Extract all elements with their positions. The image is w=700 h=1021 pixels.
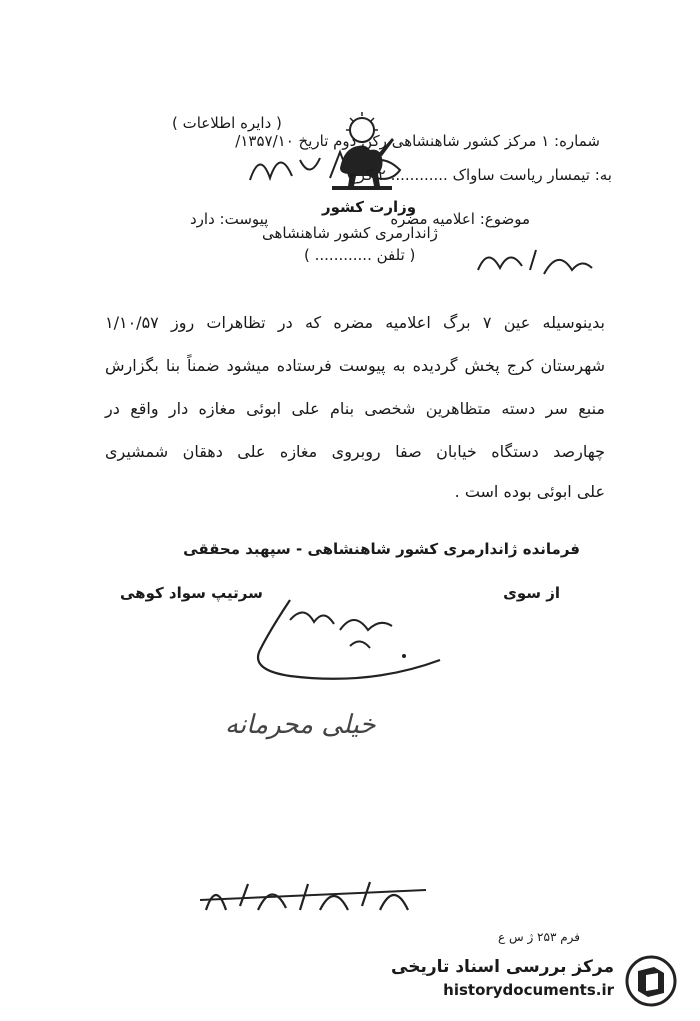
body-line-5: علی ابوئی بوده است . [454, 482, 605, 501]
confidential-stamp: خیلی محرمانه [225, 710, 376, 740]
ministry-subtitle: ژاندارمری کشور شاهنشاهی [262, 224, 438, 242]
signature-title: فرمانده ژاندارمری کشور شاهنشاهی - سپهبد محققی [183, 540, 580, 558]
department-label: ( دایره اطلاعات ) [172, 114, 282, 132]
ministry-title: وزارت کشور [322, 198, 417, 216]
header-line-number-date: شماره: ۱ مرکز کشور شاهنشاهی رکن دوم تاریخ ۱۳۵۷/۱۰/ [235, 132, 600, 150]
form-number: فرم ۲۵۳ ژ س ع [498, 930, 580, 944]
signature-name: سرتیپ سواد کوهی [120, 584, 263, 602]
handwritten-signature [230, 590, 450, 690]
header-line-recipient: به: تیمسار ریاست ساواک ............ ۲ کرج [347, 166, 612, 184]
body-line-1: بدینوسیله عین ۷ برگ اعلامیه مضره که در تظاهرات روز ۱/۱۰/۵۷ [105, 313, 606, 332]
body-line-4: چهارصد دستگاه خیابان صفا روبروی مغازه علی دهقان شمشیری [105, 442, 605, 461]
body-line-3: منبع سر دسته متظاهرین شخصی بنام علی ابوئی مغازه دار واقع در [105, 399, 605, 418]
archive-logo-icon [624, 955, 678, 1007]
watermark-title: مرکز بررسی اسناد تاریخی [391, 957, 614, 977]
watermark-footer [378, 951, 678, 1007]
signature-from-label: از سوی [503, 584, 560, 602]
subject-line: موضوع: اعلامیه مضره [390, 210, 530, 228]
body-line-2: شهرستان کرج پخش گردیده به پیوست فرستاده میشود ضمناً بنا بگزارش [105, 356, 605, 375]
watermark-url: historydocuments.ir [443, 981, 614, 999]
attachment-line: پیوست: دارد [190, 210, 269, 228]
handwritten-note-header [240, 140, 420, 190]
crossed-out-number [196, 870, 436, 926]
phone-line: ( تلفن ............ ) [304, 246, 416, 264]
handwritten-note-right [470, 240, 600, 282]
